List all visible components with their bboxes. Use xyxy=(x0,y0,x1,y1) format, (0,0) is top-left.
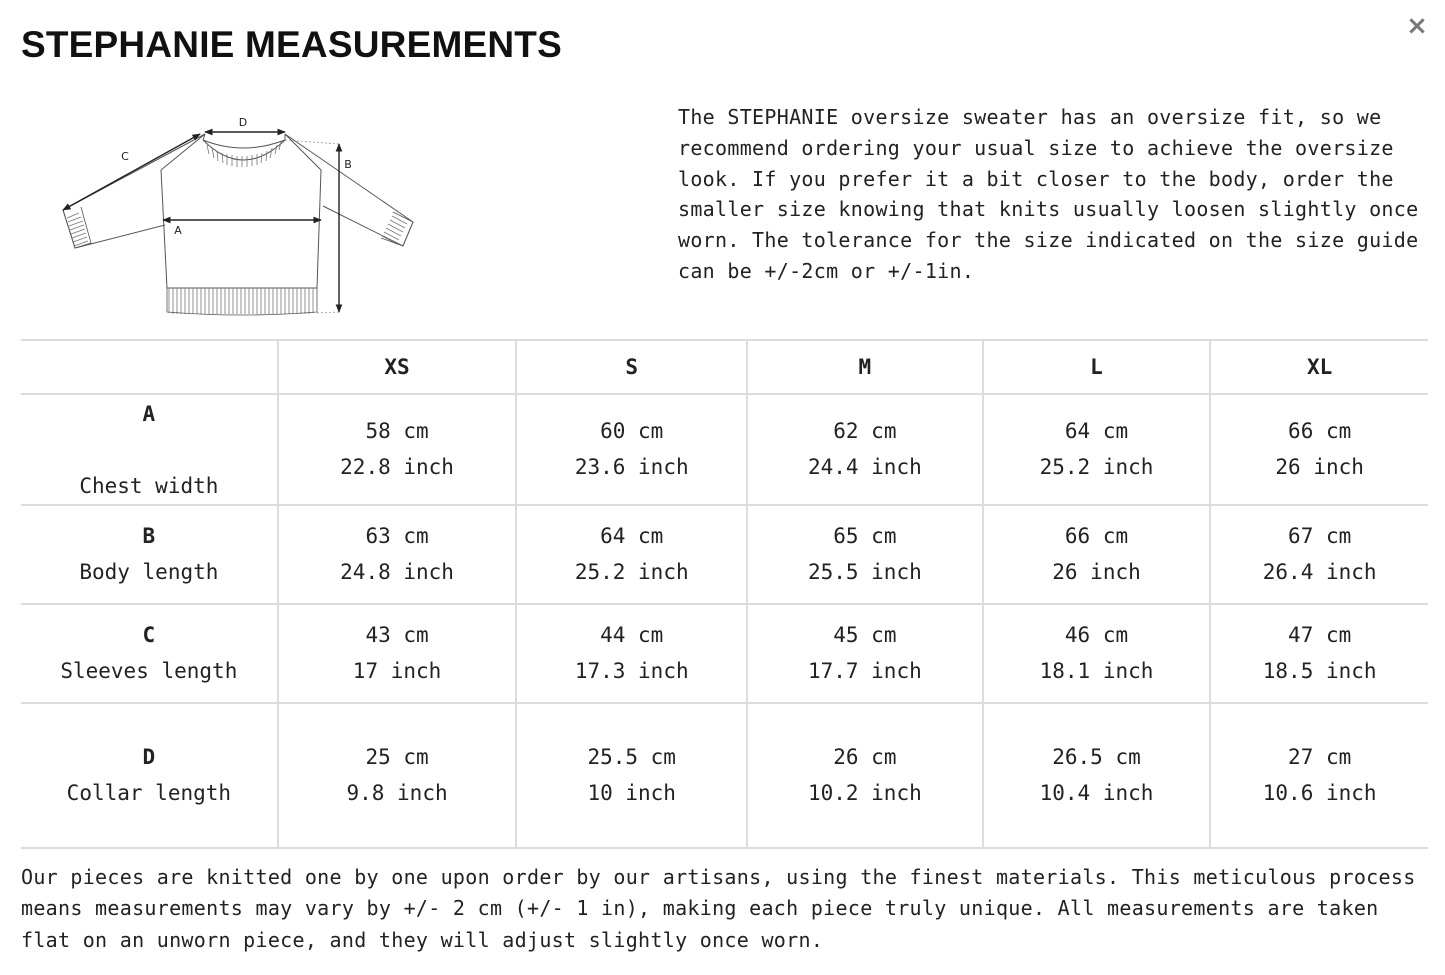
table-cell xyxy=(1210,394,1428,505)
value-inch: 25.2 inch xyxy=(574,559,689,584)
value-inch: 10.2 inch xyxy=(807,780,922,805)
table-row-body-length xyxy=(21,505,1428,604)
value-inch: 25.5 inch xyxy=(807,559,922,584)
size-table xyxy=(21,339,1428,849)
value-inch: 18.1 inch xyxy=(1039,658,1154,683)
row-label xyxy=(21,394,278,505)
table-cell xyxy=(278,604,517,703)
value-inch: 10.4 inch xyxy=(1039,780,1154,805)
value-inch: 26 inch xyxy=(1052,559,1141,584)
row-label xyxy=(21,604,278,703)
value-inch: 26.4 inch xyxy=(1262,559,1377,584)
diagram-label-b: B xyxy=(344,158,352,171)
value-cm: 47 cm xyxy=(1288,623,1352,647)
table-row-collar-length xyxy=(21,703,1428,848)
row-letter: D xyxy=(142,745,156,769)
row-letter: B xyxy=(142,524,156,548)
table-cell xyxy=(983,394,1211,505)
table-cell xyxy=(1210,604,1428,703)
value-inch: 18.5 inch xyxy=(1262,658,1377,683)
header-size-m: M xyxy=(747,340,983,394)
table-cell xyxy=(747,604,983,703)
table-cell xyxy=(278,703,517,848)
value-cm: 27 cm xyxy=(1288,745,1352,769)
value-inch: 9.8 inch xyxy=(346,780,448,805)
value-inch: 17.7 inch xyxy=(807,658,922,683)
value-cm: 25.5 cm xyxy=(587,745,676,769)
value-inch: 10.6 inch xyxy=(1262,780,1377,805)
header-size-s: S xyxy=(516,340,747,394)
table-row-sleeves-length xyxy=(21,604,1428,703)
header-size-l: L xyxy=(983,340,1211,394)
table-cell xyxy=(278,394,517,505)
table-cell xyxy=(1210,505,1428,604)
value-inch: 26 inch xyxy=(1275,454,1364,479)
value-cm: 46 cm xyxy=(1064,623,1129,647)
value-inch: 22.8 inch xyxy=(340,454,454,479)
table-cell xyxy=(747,394,983,505)
table-cell xyxy=(516,394,747,505)
value-cm: 26.5 cm xyxy=(1052,745,1141,769)
value-cm: 60 cm xyxy=(600,419,664,443)
value-cm: 44 cm xyxy=(600,623,664,647)
row-name: Body length xyxy=(79,559,219,584)
modal-title: STEPHANIE MEASUREMENTS xyxy=(21,24,562,65)
table-cell xyxy=(983,703,1211,848)
row-letter: C xyxy=(142,623,156,647)
table-cell xyxy=(516,604,747,703)
header-size-xl: XL xyxy=(1210,340,1428,394)
sweater-diagram xyxy=(55,110,425,322)
row-label xyxy=(21,703,278,848)
table-cell xyxy=(983,505,1211,604)
table-cell xyxy=(983,604,1211,703)
value-cm: 66 cm xyxy=(1288,419,1352,443)
value-inch: 24.8 inch xyxy=(340,559,454,584)
value-cm: 45 cm xyxy=(833,623,897,647)
diagram-label-c: C xyxy=(121,150,129,163)
value-cm: 64 cm xyxy=(600,524,664,548)
diagram-label-d: D xyxy=(238,116,248,129)
row-name: Collar length xyxy=(66,780,232,805)
value-cm: 65 cm xyxy=(833,524,897,548)
value-cm: 63 cm xyxy=(365,524,429,548)
size-header-row xyxy=(21,340,1428,394)
table-cell xyxy=(278,505,517,604)
close-icon[interactable]: × xyxy=(1406,11,1428,41)
measurement-note: Our pieces are knitted one by one upon order by our artisans, using the finest materials. This meticulous process means measurements may vary by +/- 2 cm (+/- 1 in), making each piece truly unique. All measurements are taken flat on an unworn piece, and they will adjust slightly once worn. xyxy=(21,865,1416,952)
table-cell xyxy=(1210,703,1428,848)
fit-description: The STEPHANIE oversize sweater has an oversize fit, so we recommend ordering your usual size to achieve the oversize look. If you prefer it a bit closer to the body, order the smaller size knowing that knits usually loosen slightly once worn. The tolerance for the size indicated on the size guide can be +/-2cm or +/-1in. xyxy=(678,105,1419,283)
value-inch: 17.3 inch xyxy=(574,658,689,683)
header-size-xs: XS xyxy=(278,340,517,394)
table-cell xyxy=(516,505,747,604)
value-cm: 43 cm xyxy=(365,623,429,647)
value-cm: 62 cm xyxy=(833,419,897,443)
row-name: Chest width xyxy=(79,473,219,498)
value-cm: 64 cm xyxy=(1064,419,1129,443)
value-cm: 58 cm xyxy=(365,419,429,443)
table-row-chest-width xyxy=(21,394,1428,505)
value-cm: 26 cm xyxy=(833,745,897,769)
diagram-label-a: A xyxy=(174,224,182,237)
value-inch: 23.6 inch xyxy=(574,454,689,479)
table-cell xyxy=(516,703,747,848)
value-inch: 24.4 inch xyxy=(807,454,922,479)
value-cm: 67 cm xyxy=(1288,524,1352,548)
value-cm: 25 cm xyxy=(365,745,429,769)
value-inch: 17 inch xyxy=(352,658,442,683)
value-cm: 66 cm xyxy=(1064,524,1129,548)
value-inch: 10 inch xyxy=(587,780,676,805)
value-inch: 25.2 inch xyxy=(1039,454,1154,479)
row-letter: A xyxy=(142,402,156,426)
table-cell xyxy=(747,703,983,848)
header-empty xyxy=(21,340,278,394)
row-label xyxy=(21,505,278,604)
table-cell xyxy=(747,505,983,604)
row-name: Sleeves length xyxy=(60,658,238,683)
